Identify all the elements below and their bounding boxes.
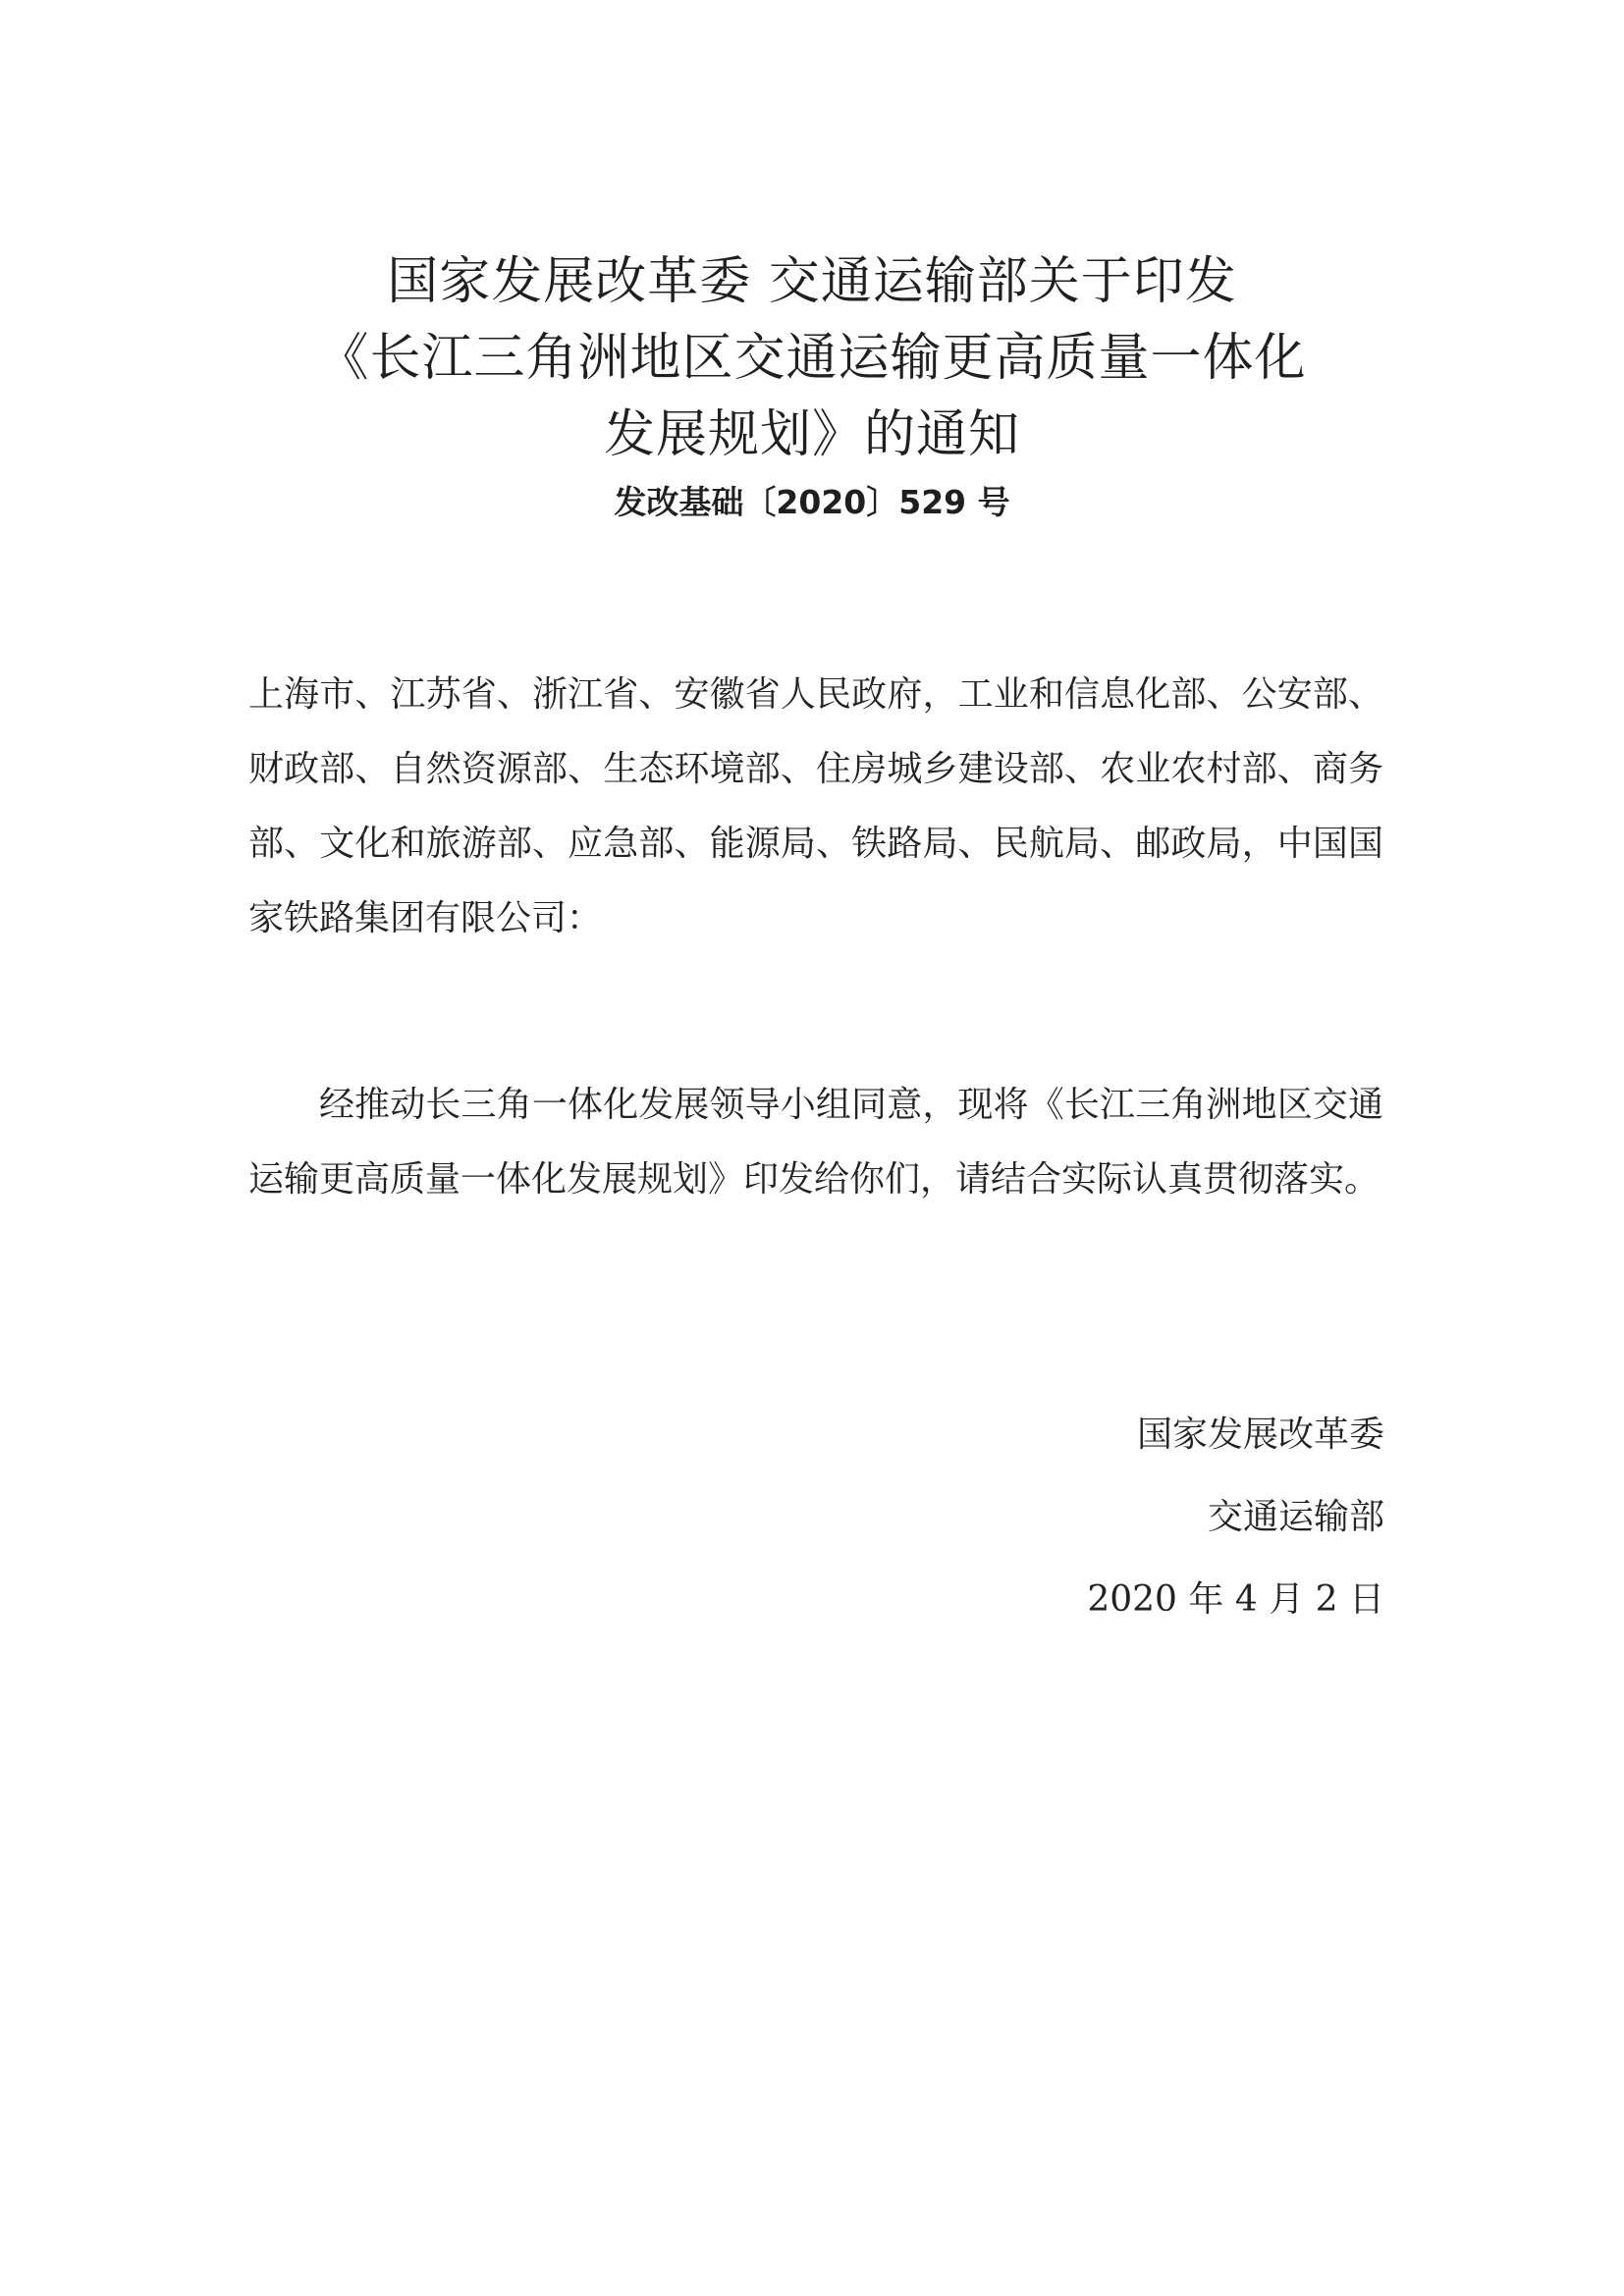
signatory-mot: 交通运输部 bbox=[1207, 1497, 1384, 1537]
signature-block bbox=[1087, 1394, 1384, 1641]
title-line-3: 发展规划》的通知 bbox=[603, 405, 1020, 464]
signatory-ndrc: 国家发展改革委 bbox=[1136, 1415, 1384, 1455]
title-line-1: 国家发展改革委 交通运输部关于印发 bbox=[387, 252, 1237, 311]
document-date: 2020 年 4 月 2 日 bbox=[1087, 1579, 1384, 1620]
title-line-2: 《长江三角洲地区交通运输更高质量一体化 bbox=[317, 329, 1307, 388]
recipients-paragraph: 上海市、江苏省、浙江省、安徽省人民政府，工业和信息化部、公安部、财政部、自然资源部、生态环境部、住房城乡建设部、农业农村部、商务部、文化和旅游部、应急部、能源局、铁路局、民航局、邮政局，中国国家铁路集团有限公司： bbox=[248, 674, 1383, 938]
document-header bbox=[0, 243, 1624, 524]
body-paragraph: 经推动长三角一体化发展领导小组同意，现将《长江三角洲地区交通运输更高质量一体化发展规划》印发给你们，请结合实际认真贯彻落实。 bbox=[248, 1085, 1383, 1200]
document-number: 发改基础〔2020〕529 号 bbox=[614, 483, 1010, 521]
